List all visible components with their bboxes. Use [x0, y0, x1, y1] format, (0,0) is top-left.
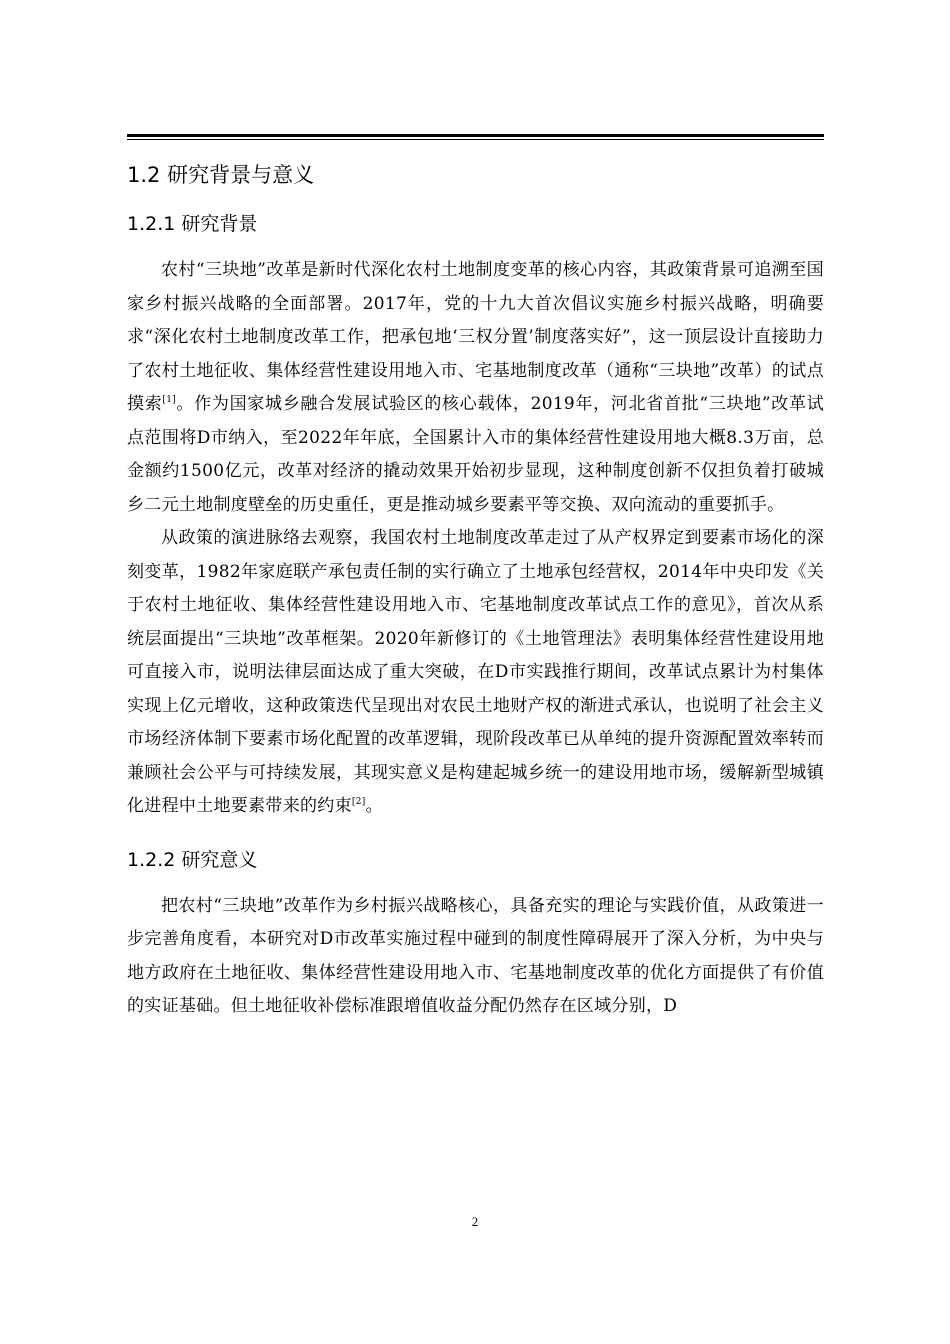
paragraph-background-2: [127, 522, 824, 824]
subsection-heading-background: 1.2.1 研究背景: [127, 213, 258, 235]
paragraph-text: 。: [365, 796, 383, 816]
paragraph-text: 从政策的演进脉络去观察，我国农村土地制度改革走过了从产权界定到要素市场化的深刻变革，1982年家庭联产承包责任制的实行确立了土地承包经营权，2014年中央印发《关于农村土地征收、集体经营性建设用地入市、宅基地制度改革试点工作的意见》，首次从系统层面提出“三块地”改革框架。2020年新修订的《土地管理法》表明集体经营性建设用地可直接入市，说明法律层面达成了重大突破，在D市实践推行期间，改革试点累计为村集体实现上亿元增收，这种政策迭代呈现出对农民土地财产权的渐进式承认，也说明了社会主义市场经济体制下要素市场化配置的改革逻辑，现阶段改革已从单纯的提升资源配置效率转而兼顾社会公平与可持续发展，其现实意义是构建起城乡统一的建设用地市场，缓解新型城镇化进程中土地要素带来的约束: [127, 528, 824, 816]
header-rule-thin: [127, 139, 824, 140]
paragraph-significance-1: 把农村“三块地”改革作为乡村振兴战略核心，具备充实的理论与实践价值，从政策进一步完善角度看，本研究对D市改革实施过程中碰到的制度性障碍展开了深入分析，为中央与地方政府在土地征收、集体经营性建设用地入市、宅基地制度改革的优化方面提供了有价值的实证基础。但土地征收补偿标准跟增值收益分配仍然存在区域分别，D: [127, 895, 824, 1016]
paragraph-text: 。作为国家城乡融合发展试验区的核心载体，2019年，河北省首批“三块地”改革试点范围将D市纳入，至2022年年底，全国累计入市的集体经营性建设用地大概8.3万亩，总金额约1500亿元，改革对经济的撬动效果开始初步显现，这种制度创新不仅担负着打破城乡二元土地制度壁垒的历史重任，更是推动城乡要素平等交换、双向流动的重要抓手。: [127, 394, 825, 515]
paragraph-text: 农村“三块地”改革是新时代深化农村土地制度变革的核心内容，其政策背景可追溯至国家乡村振兴战略的全面部署。2017年，党的十九大首次倡议实施乡村振兴战略，明确要求“深化农村土地制度改革工作，把承包地‘三权分置’制度落实好”，这一顶层设计直接助力了农村土地征收、集体经营性建设用地入市、宅基地制度改革（通称“三块地”改革）的试点摸索: [127, 260, 824, 414]
subsection-heading-significance: 1.2.2 研究意义: [127, 848, 258, 871]
citation-2[interactable]: [2]: [351, 797, 366, 807]
header-rule-thick: [127, 134, 824, 137]
citation-1[interactable]: [1]: [162, 395, 177, 405]
page-number: 2: [471, 1214, 479, 1229]
page-body: [127, 152, 824, 1024]
section-heading: 1.2 研究背景与意义: [127, 163, 315, 187]
paragraph-background-1: [127, 254, 824, 522]
